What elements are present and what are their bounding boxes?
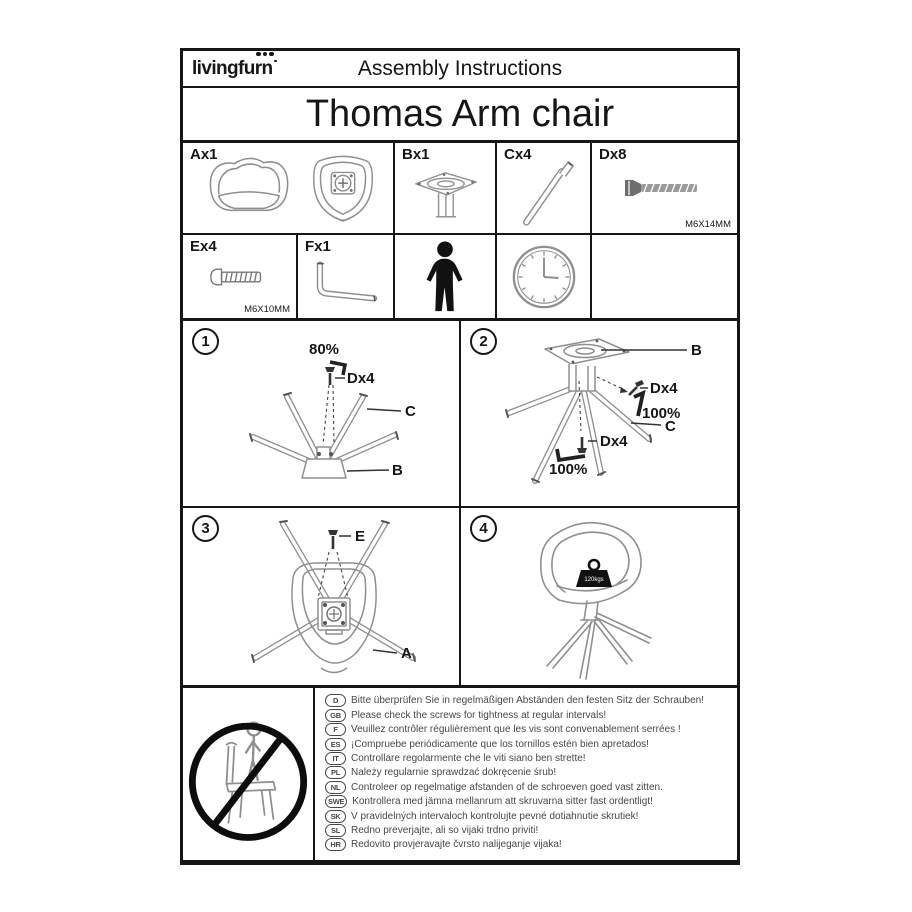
step-3-bolt-label: E [355, 528, 366, 545]
person-count-cell [395, 235, 497, 318]
warning-text: Veuillez contrôler régulièrement que les vis sont convenablement serrées ! [351, 724, 681, 736]
warning-text: Kontrollera med jämna mellanrum att skruvarna sitter fast ordentligt! [352, 796, 653, 808]
part-size-d: M6X14MM [685, 219, 731, 230]
swivel-hub-icon [400, 160, 490, 226]
seat-base-plate-icon [308, 149, 378, 227]
step-3-number: 3 [192, 515, 219, 542]
step-3-panel [183, 508, 461, 685]
language-badge: D [325, 694, 346, 707]
language-badge: ES [325, 738, 346, 751]
parts-row-2 [183, 235, 737, 321]
countersunk-screw-icon [617, 175, 713, 201]
step-2-torque-label-right: 100% [642, 405, 681, 422]
step-2-torque-label-bottom: 100% [549, 461, 588, 478]
step-1-leg-label: C [405, 403, 416, 420]
step-4-weight-label: 120kgs [584, 577, 604, 583]
brand-logo-mark-icon [274, 60, 277, 63]
footer-row [183, 688, 737, 860]
step-2-screw-label-right: Dx4 [650, 380, 678, 397]
warning-row [325, 810, 733, 823]
language-badge: HR [325, 838, 346, 851]
step-1-number: 1 [192, 328, 219, 355]
warning-row [325, 824, 733, 837]
step-2-number: 2 [470, 328, 497, 355]
language-badge: PL [325, 766, 346, 779]
warning-text: Redovito provjeravajte čvrsto nalijeganje vijaka! [351, 839, 562, 851]
language-badge: GB [325, 709, 346, 722]
language-badge: SK [325, 810, 346, 823]
warning-cell [183, 688, 315, 860]
brand-logo-text: livingfurn [192, 57, 273, 79]
step-4-number: 4 [470, 515, 497, 542]
header-row [183, 51, 737, 88]
part-label-f: Fx1 [305, 238, 331, 255]
part-label-b: Bx1 [402, 146, 430, 163]
brand-logo-dots-icon [256, 52, 274, 57]
warning-row [325, 723, 733, 736]
warning-text: Bitte überprüfen Sie in regelmäßigen Abständen den festen Sitz der Schrauben! [351, 695, 705, 707]
language-badge: F [325, 723, 346, 736]
warning-row [325, 838, 733, 851]
step-1-screw-label: Dx4 [347, 370, 375, 387]
part-label-c: Cx4 [504, 146, 532, 163]
steps-row-1 [183, 321, 737, 508]
warning-row [325, 709, 733, 722]
bolt-icon [205, 265, 275, 289]
language-badge: NL [325, 781, 346, 794]
warning-list [315, 688, 737, 860]
part-label-a: Ax1 [190, 146, 218, 163]
warning-row [325, 766, 733, 779]
step-2-leg-label: C [665, 418, 676, 435]
sheet-title: Assembly Instructions [357, 56, 563, 80]
product-title: Thomas Arm chair [183, 88, 737, 143]
steps-row-2 [183, 508, 737, 688]
warning-row [325, 752, 733, 765]
step-1-base-label: B [392, 462, 403, 479]
part-cell-a [183, 143, 395, 233]
part-cell-d [592, 143, 737, 233]
part-size-e: M6X10MM [244, 304, 290, 315]
part-label-d: Dx8 [599, 146, 627, 163]
warning-text: Please check the screws for tightness at regular intervals! [351, 709, 607, 721]
warning-text: Należy regularnie sprawdzać dokręcenie śrub! [351, 767, 557, 779]
warning-row [325, 795, 733, 808]
part-cell-e [183, 235, 298, 318]
instruction-sheet [180, 48, 740, 865]
step-1-torque-label: 80% [309, 341, 340, 358]
part-cell-c [497, 143, 592, 233]
step-3-diagram [183, 508, 459, 685]
allen-key-icon [304, 253, 388, 309]
warning-text: Controllare regolarmente che le viti siano ben strette! [351, 753, 586, 765]
warning-row [325, 694, 733, 707]
part-label-e: Ex4 [190, 238, 217, 255]
step-1-panel [183, 321, 461, 506]
language-badge: IT [325, 752, 346, 765]
empty-cell [592, 235, 737, 318]
assembly-time-cell [497, 235, 592, 318]
warning-text: ¡Compruebe periódicamente que los tornillos estén bien apretados! [351, 738, 649, 750]
step-2-base-label: B [691, 342, 702, 359]
language-badge: SWE [325, 795, 347, 808]
armchair-seat-icon [198, 153, 298, 223]
step-2-panel [461, 321, 737, 506]
step-2-screw-label-bottom: Dx4 [600, 433, 628, 450]
brand-logo [192, 58, 273, 80]
warning-row [325, 738, 733, 751]
language-badge: SL [325, 824, 346, 837]
clock-icon [509, 242, 579, 312]
step-4-panel [461, 508, 737, 685]
warning-text: V pravidelných intervaloch kontrolujte pevné dotiahnutie skrutiek! [351, 810, 639, 822]
part-cell-f [298, 235, 395, 318]
one-person-icon [423, 241, 467, 313]
parts-row-1 [183, 143, 737, 235]
part-cell-b [395, 143, 497, 233]
chair-leg-icon [504, 153, 584, 231]
warning-text: Redno preverjajte, ali so vijaki trdno priviti! [351, 825, 539, 837]
warning-row [325, 781, 733, 794]
no-standing-on-chair-icon [183, 690, 313, 858]
step-3-seat-label: A [401, 645, 412, 662]
warning-text: Controleer op regelmatige afstanden of de schroeven goed vast zitten. [351, 781, 663, 793]
step-4-diagram [461, 508, 737, 685]
